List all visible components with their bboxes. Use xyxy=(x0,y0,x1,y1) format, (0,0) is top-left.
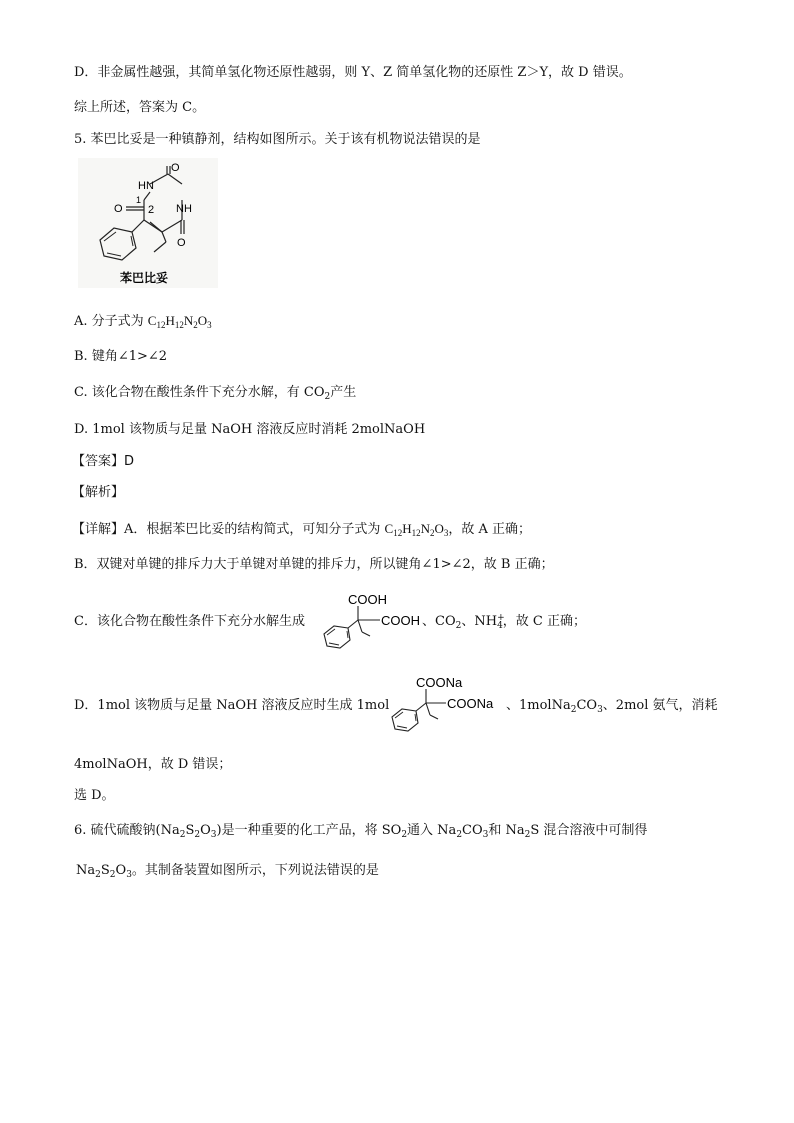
disodium-structure xyxy=(386,673,512,735)
diacid-structure xyxy=(318,590,438,652)
analysis-label: 【解析】 xyxy=(72,485,125,500)
label-angle-1: 1 xyxy=(136,195,142,205)
detail-d-pre: D．1mol 该物质与足量 NaOH 溶液反应时生成 1mol xyxy=(74,698,390,713)
label-angle-2: 2 xyxy=(148,204,155,216)
disodium-right-label: COONa xyxy=(447,696,494,711)
co2-formula: $CO_2$ xyxy=(303,385,331,402)
detail-a-post: ，故 A 正确； xyxy=(448,522,532,537)
question-5-stem: 5. 苯巴比妥是一种镇静剂，结构如图所示。关于该有机物说法错误的是 xyxy=(74,132,481,147)
label-o-top: O xyxy=(171,162,180,174)
option-a-text: A. 分子式为 xyxy=(74,314,148,329)
option-d: D. 1mol 该物质与足量 NaOH 溶液反应时消耗 2molNaOH xyxy=(74,422,426,437)
formula-detail: $C_{12}H_{12}N_2O_3$ xyxy=(384,521,449,538)
option-b: B. 键角∠1>∠2 xyxy=(74,349,168,364)
question-6-line1: 6. 硫代硫酸钠$(Na_2S_2O_3)$是一种重要的化工产品，将 $SO_2$通入 $Na_2CO_3$和 $Na_2S$ 混合溶液中可制得 xyxy=(74,823,648,840)
detail-c-pre: C．该化合物在酸性条件下充分水解生成 xyxy=(74,614,305,629)
option-a xyxy=(74,312,212,334)
label-hn: HN xyxy=(138,180,154,192)
detail-d-line2: 4molNaOH，故 D 错误； xyxy=(74,757,232,772)
choose-line: 选 D。 xyxy=(74,788,115,803)
label-nh: NH xyxy=(176,203,192,215)
phenobarbital-structure-svg xyxy=(78,158,218,288)
disodium-structure-svg xyxy=(386,673,512,735)
question-6-line2: $Na_2S_2O_3$。其制备装置如图所示，下列说法错误的是 xyxy=(76,863,379,880)
detail-c-post: 、$CO_2$、NH $_{+ 4}$，故 C 正确； xyxy=(422,613,587,631)
label-o-right: O xyxy=(177,237,186,249)
na2s2o3-formula: $Na_2S_2O_3$ xyxy=(160,823,217,840)
diacid-right-label: COOH xyxy=(381,613,420,628)
detail-b: B．双键对单键的排斥力大于单键对单键的排斥力，所以键角∠1>∠2，故 B 正确； xyxy=(74,557,554,572)
answer-label: 【答案】D xyxy=(72,454,135,469)
option-d-explanation: D．非金属性越强，其简单氢化物还原性越弱，则 Y、Z 简单氢化物的还原性 Z＞Y，故 D 错误。 xyxy=(74,65,632,80)
figure-caption: 苯巴比妥 xyxy=(120,271,169,285)
detail-d-post: 、$1molNa_2CO_3$、2mol 氨气，消耗 xyxy=(506,698,718,715)
option-c-post: 产生 xyxy=(330,385,357,400)
option-c-text: C. 该化合物在酸性条件下充分水解，有 xyxy=(74,385,304,400)
diacid-structure-svg xyxy=(318,590,438,652)
diacid-top-label: COOH xyxy=(348,592,387,607)
disodium-top-label: COONa xyxy=(416,675,463,690)
detail-a xyxy=(72,520,531,542)
option-c xyxy=(74,384,356,406)
summary-line: 综上所述，答案为 C。 xyxy=(74,100,206,115)
detail-a-text: 【详解】A．根据苯巴比妥的结构简式，可知分子式为 xyxy=(72,522,385,537)
na2s2o3-formula-2: $Na_2S_2O_3$ xyxy=(76,863,132,880)
phenobarbital-structure-figure xyxy=(78,158,218,288)
label-o-left: O xyxy=(114,203,123,215)
formula-a: $C_{12}H_{12}N_2O_3$ xyxy=(147,313,212,330)
